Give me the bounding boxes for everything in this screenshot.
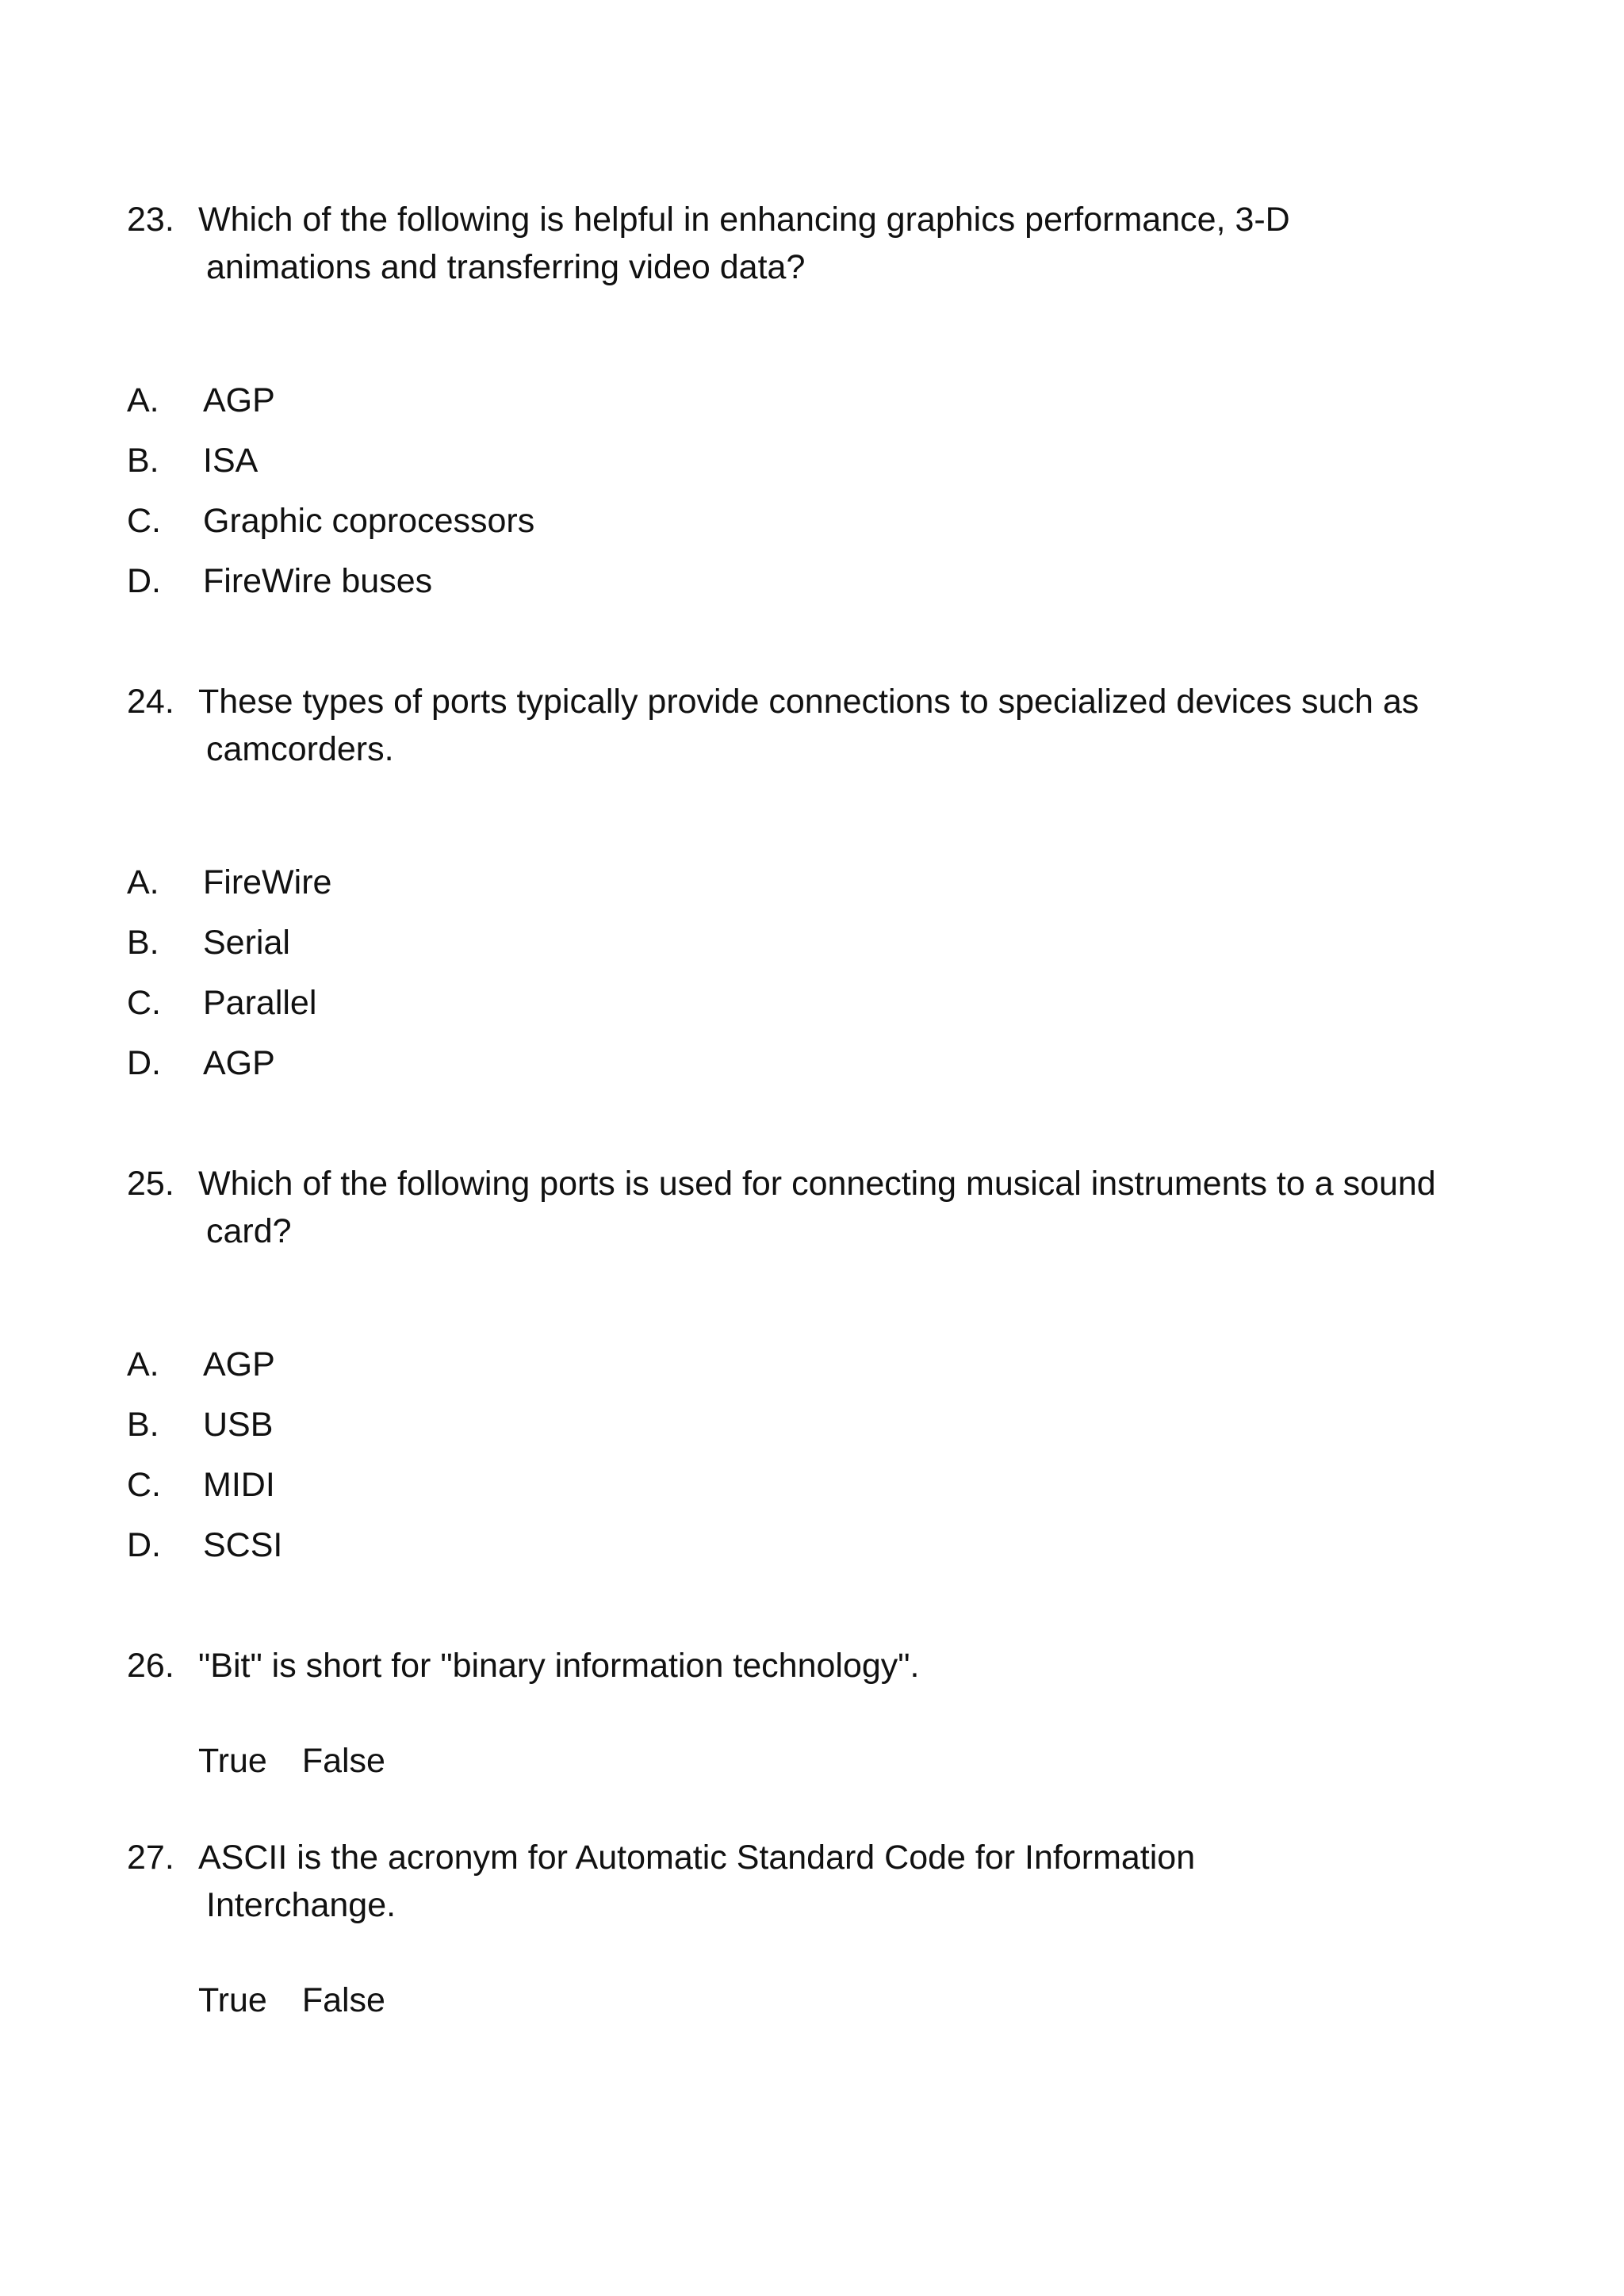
option-letter: C.: [127, 502, 161, 540]
question-number: 23.: [127, 201, 174, 239]
option-letter: C.: [127, 1466, 161, 1504]
question-text: "Bit" is short for "binary information technology".: [198, 1647, 920, 1685]
option-text: Graphic coprocessors: [203, 502, 535, 540]
option-d: [127, 551, 1475, 611]
question-number: 24.: [127, 683, 174, 721]
option-b: [127, 430, 1475, 491]
option-letter: B.: [127, 924, 159, 962]
option-letter: D.: [127, 562, 161, 600]
option-b: [127, 1395, 1475, 1455]
question-stem: [127, 1642, 1475, 1689]
option-letter: D.: [127, 1526, 161, 1564]
option-c: [127, 491, 1475, 551]
option-letter: A.: [127, 1345, 159, 1383]
option-text: AGP: [203, 1044, 275, 1082]
question-text: Which of the following ports is used for connecting musical instruments to a sound card?: [198, 1165, 1436, 1250]
option-d: [127, 1033, 1475, 1093]
option-letter: B.: [127, 1406, 159, 1444]
question-number: 27.: [127, 1839, 174, 1877]
question-stem: [127, 1160, 1475, 1255]
option-text: ISA: [203, 442, 259, 480]
option-text: FireWire buses: [203, 562, 433, 600]
true-option: True: [198, 1981, 267, 2019]
option-a: [127, 852, 1475, 913]
true-false-options: [127, 1976, 1475, 2024]
question-text: ASCII is the acronym for Automatic Standard Code for Information Interchange.: [198, 1839, 1196, 1924]
question-24: [127, 678, 1475, 1093]
question-text: Which of the following is helpful in enhancing graphics performance, 3-D animations and transferring video data?: [198, 201, 1290, 286]
question-stem: [127, 1834, 1475, 1929]
question-stem: [127, 196, 1475, 291]
option-letter: B.: [127, 442, 159, 480]
false-option: False: [301, 1981, 385, 2019]
option-b: [127, 913, 1475, 973]
option-text: USB: [203, 1406, 274, 1444]
option-text: SCSI: [203, 1526, 283, 1564]
option-letter: A.: [127, 863, 159, 901]
answer-options: [127, 1334, 1475, 1575]
question-number: 25.: [127, 1165, 174, 1203]
option-letter: A.: [127, 381, 159, 419]
option-text: Serial: [203, 924, 290, 962]
option-c: [127, 973, 1475, 1033]
option-text: MIDI: [203, 1466, 275, 1504]
false-option: False: [301, 1742, 385, 1780]
question-23: [127, 196, 1475, 611]
option-a: [127, 370, 1475, 430]
question-25: [127, 1160, 1475, 1575]
option-letter: C.: [127, 984, 161, 1022]
option-text: AGP: [203, 381, 275, 419]
question-stem: [127, 678, 1475, 773]
option-a: [127, 1334, 1475, 1395]
true-option: True: [198, 1742, 267, 1780]
option-text: FireWire: [203, 863, 332, 901]
option-text: Parallel: [203, 984, 317, 1022]
question-text: These types of ports typically provide connections to specialized devices such as camcorders.: [198, 683, 1419, 768]
option-text: AGP: [203, 1345, 275, 1383]
true-false-options: [127, 1737, 1475, 1785]
answer-options: [127, 852, 1475, 1093]
question-27: [127, 1834, 1475, 2024]
question-number: 26.: [127, 1647, 174, 1685]
answer-options: [127, 370, 1475, 611]
option-c: [127, 1455, 1475, 1515]
question-26: [127, 1642, 1475, 1785]
option-letter: D.: [127, 1044, 161, 1082]
option-d: [127, 1515, 1475, 1575]
